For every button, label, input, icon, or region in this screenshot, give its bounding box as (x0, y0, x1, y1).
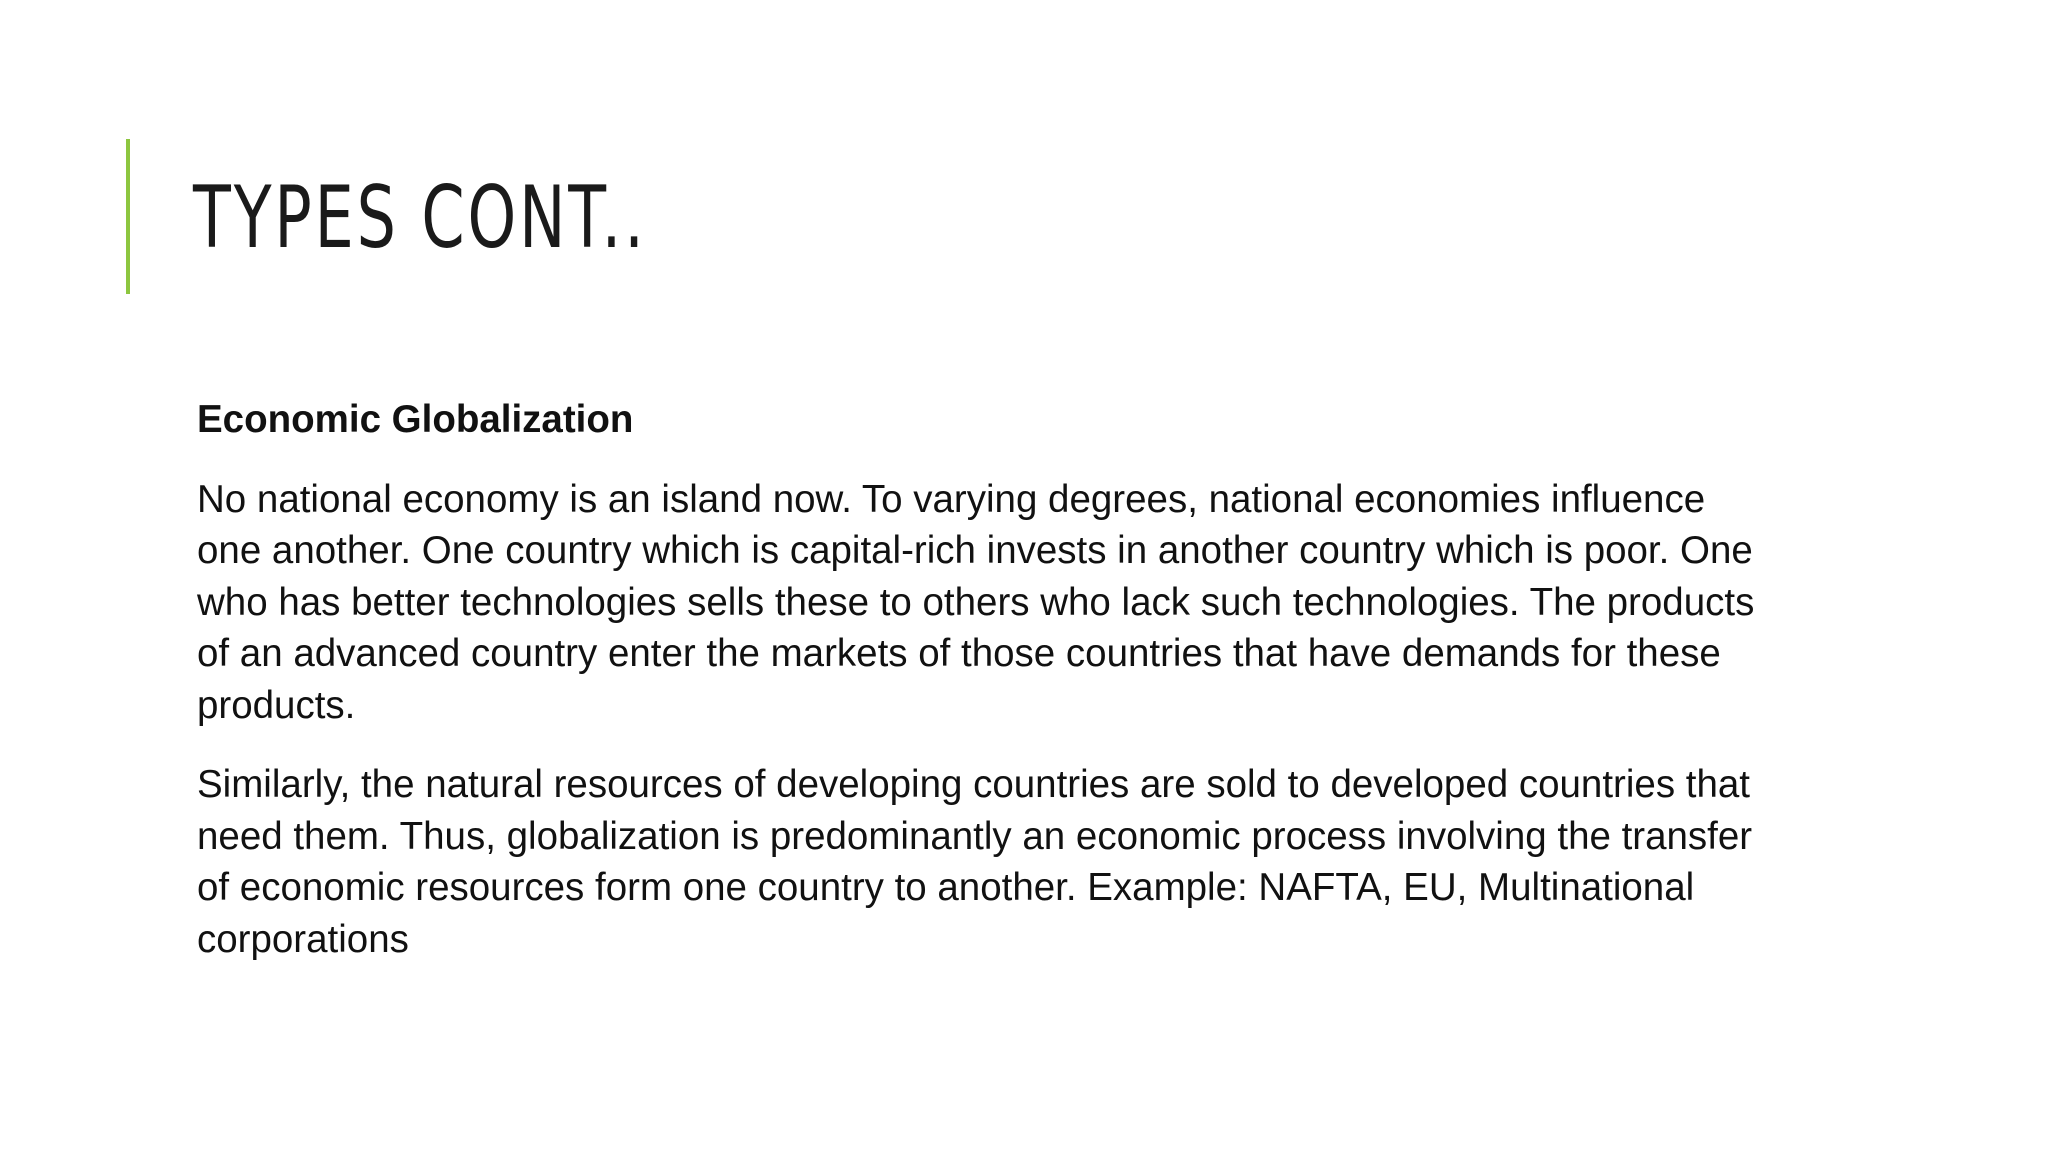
title-accent-bar (126, 139, 130, 294)
body-paragraph-2: Similarly, the natural resources of developing countries are sold to developed countries that need them. Thus, globalization is predominantly an economic process involving the transfer of economic resources form one country to another. Example: NAFTA, EU, Multinational corporations (197, 763, 1753, 961)
body-paragraph-1: No national economy is an island now. To varying degrees, national economies influence one another. One country which is capital-rich invests in another country which is poor. One who has better technologies sells these to others who lack such technologies. The products of an advanced country enter the markets of those countries that have demands for these products. (197, 477, 1755, 727)
slide-title: TYPES CONT.. (193, 168, 647, 268)
slide-body (197, 394, 1777, 993)
section-heading: Economic Globalization (197, 398, 634, 441)
